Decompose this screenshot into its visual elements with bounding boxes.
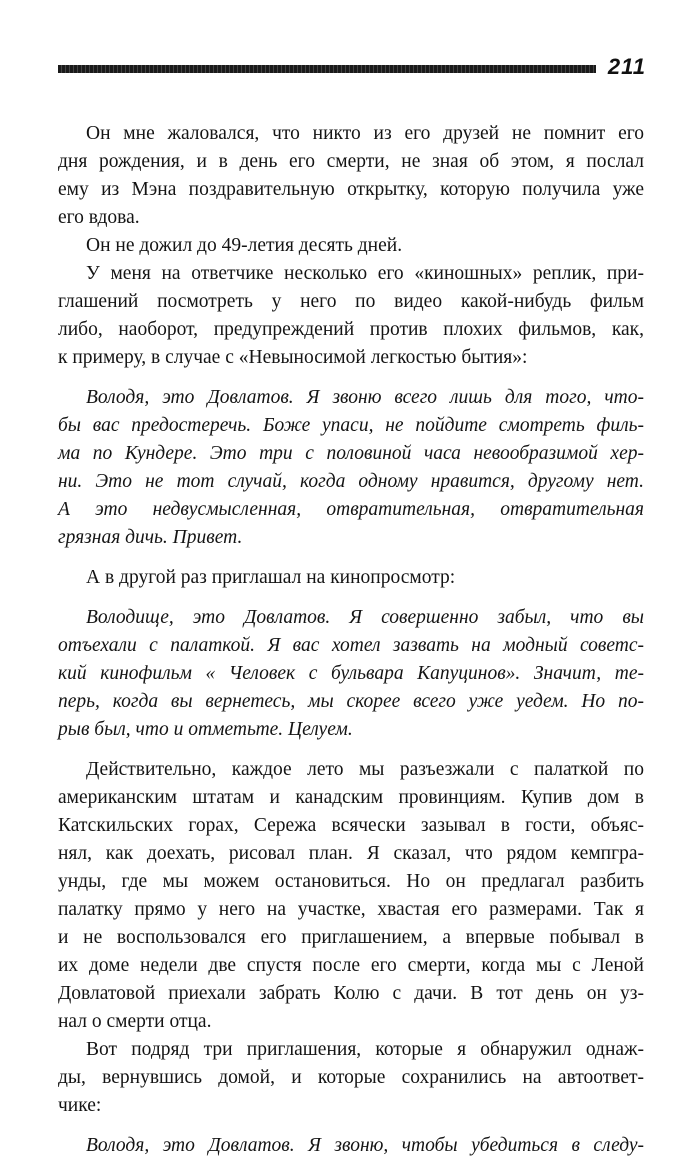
text-line: Действительно, каждое лето мы разъезжали с палаткой по xyxy=(86,759,644,780)
quote-line: Володище, это Довлатов. Я совершенно забыл, что вы xyxy=(86,607,644,628)
quote xyxy=(58,604,644,744)
paragraph xyxy=(58,120,644,232)
page-number: 211 xyxy=(607,54,646,79)
paragraph xyxy=(58,756,644,1036)
quote-line: перь, когда вы вернетесь, мы скорее всего уже уедем. Но по- xyxy=(58,691,644,712)
text-line: американским штатам и канадским провинциям. Купив дом в xyxy=(58,787,644,808)
text-line: ему из Мэна поздравительную открытку, которую получила уже xyxy=(58,179,644,200)
quote-line: бы вас предостеречь. Боже упаси, не пойдите смотреть филь- xyxy=(58,415,644,436)
quote xyxy=(58,384,644,552)
block-gap xyxy=(58,1120,644,1132)
text-line: либо, наоборот, предупреждений против плохих фильмов, как, xyxy=(58,319,644,340)
text-line: Вот подряд три приглашения, которые я обнаружил однаж- xyxy=(86,1039,644,1060)
quote-line: А это недвусмысленная, отвратительная, отвратительная xyxy=(58,499,644,520)
quote-line: ма по Кундере. Это три с половиной часа невообразимой хер- xyxy=(58,443,644,464)
text-line: его вдова. xyxy=(58,207,140,228)
text-line: их доме недели две спустя после его смерти, когда мы с Леной xyxy=(58,955,644,976)
text-line: Он мне жаловался, что никто из его друзей не помнит его xyxy=(86,123,644,144)
text-line: ды, вернувшись домой, и которые сохранились на автоответ- xyxy=(58,1067,644,1088)
quote-line: Володя, это Довлатов. Я звоню всего лишь для того, что- xyxy=(86,387,644,408)
header-rule xyxy=(58,65,596,73)
text-line: и не воспользовался его приглашением, а впервые побывал в xyxy=(58,927,644,948)
block-gap xyxy=(58,552,644,564)
quote-line: кий кинофильм « Человек с бульвара Капуцинов». Значит, те- xyxy=(58,663,644,684)
paragraph xyxy=(58,1036,644,1120)
paragraph xyxy=(58,232,644,260)
text-line: чике: xyxy=(58,1095,102,1116)
quote-line: Володя, это Довлатов. Я звоню, чтобы убедиться в следу- xyxy=(86,1135,644,1156)
text-line: к примеру, в случае с «Невыносимой легкостью бытия»: xyxy=(58,347,528,368)
running-header xyxy=(58,54,648,86)
text-line: дня рождения, и в день его смерти, не зная об этом, я послал xyxy=(58,151,644,172)
text-line: У меня на ответчике несколько его «киношных» реплик, при- xyxy=(86,263,644,284)
block-gap xyxy=(58,744,644,756)
text-line: Он не дожил до 49-летия десять дней. xyxy=(86,235,403,256)
text-line: палатку прямо у него на участке, хвастая его размерами. Так я xyxy=(58,899,644,920)
body-text xyxy=(58,120,644,1160)
paragraph xyxy=(58,260,644,372)
quote xyxy=(58,1132,644,1160)
block-gap xyxy=(58,372,644,384)
paragraph xyxy=(58,564,644,592)
quote-line: отъехали с палаткой. Я вас хотел зазвать на модный советс- xyxy=(58,635,644,656)
text-line: Катскильских горах, Сережа всячески зазывал в гости, объяс- xyxy=(58,815,644,836)
text-line: унды, где мы можем остановиться. Но он предлагал разбить xyxy=(58,871,644,892)
text-line: Довлатовой приехали забрать Колю с дачи. В тот день он уз- xyxy=(58,983,644,1004)
text-line: нял, как доехать, рисовал план. Я сказал, что рядом кемпгра- xyxy=(58,843,644,864)
text-line: нал о смерти отца. xyxy=(58,1011,212,1032)
text-line: А в другой раз приглашал на кинопросмотр: xyxy=(86,567,456,588)
quote-line: ни. Это не тот случай, когда одному нравится, другому нет. xyxy=(58,471,644,492)
block-gap xyxy=(58,592,644,604)
quote-line: рыв был, что и отметьте. Целуем. xyxy=(58,719,353,740)
quote-line: грязная дичь. Привет. xyxy=(58,527,243,548)
text-line: глашений посмотреть у него по видео какой-нибудь фильм xyxy=(58,291,644,312)
